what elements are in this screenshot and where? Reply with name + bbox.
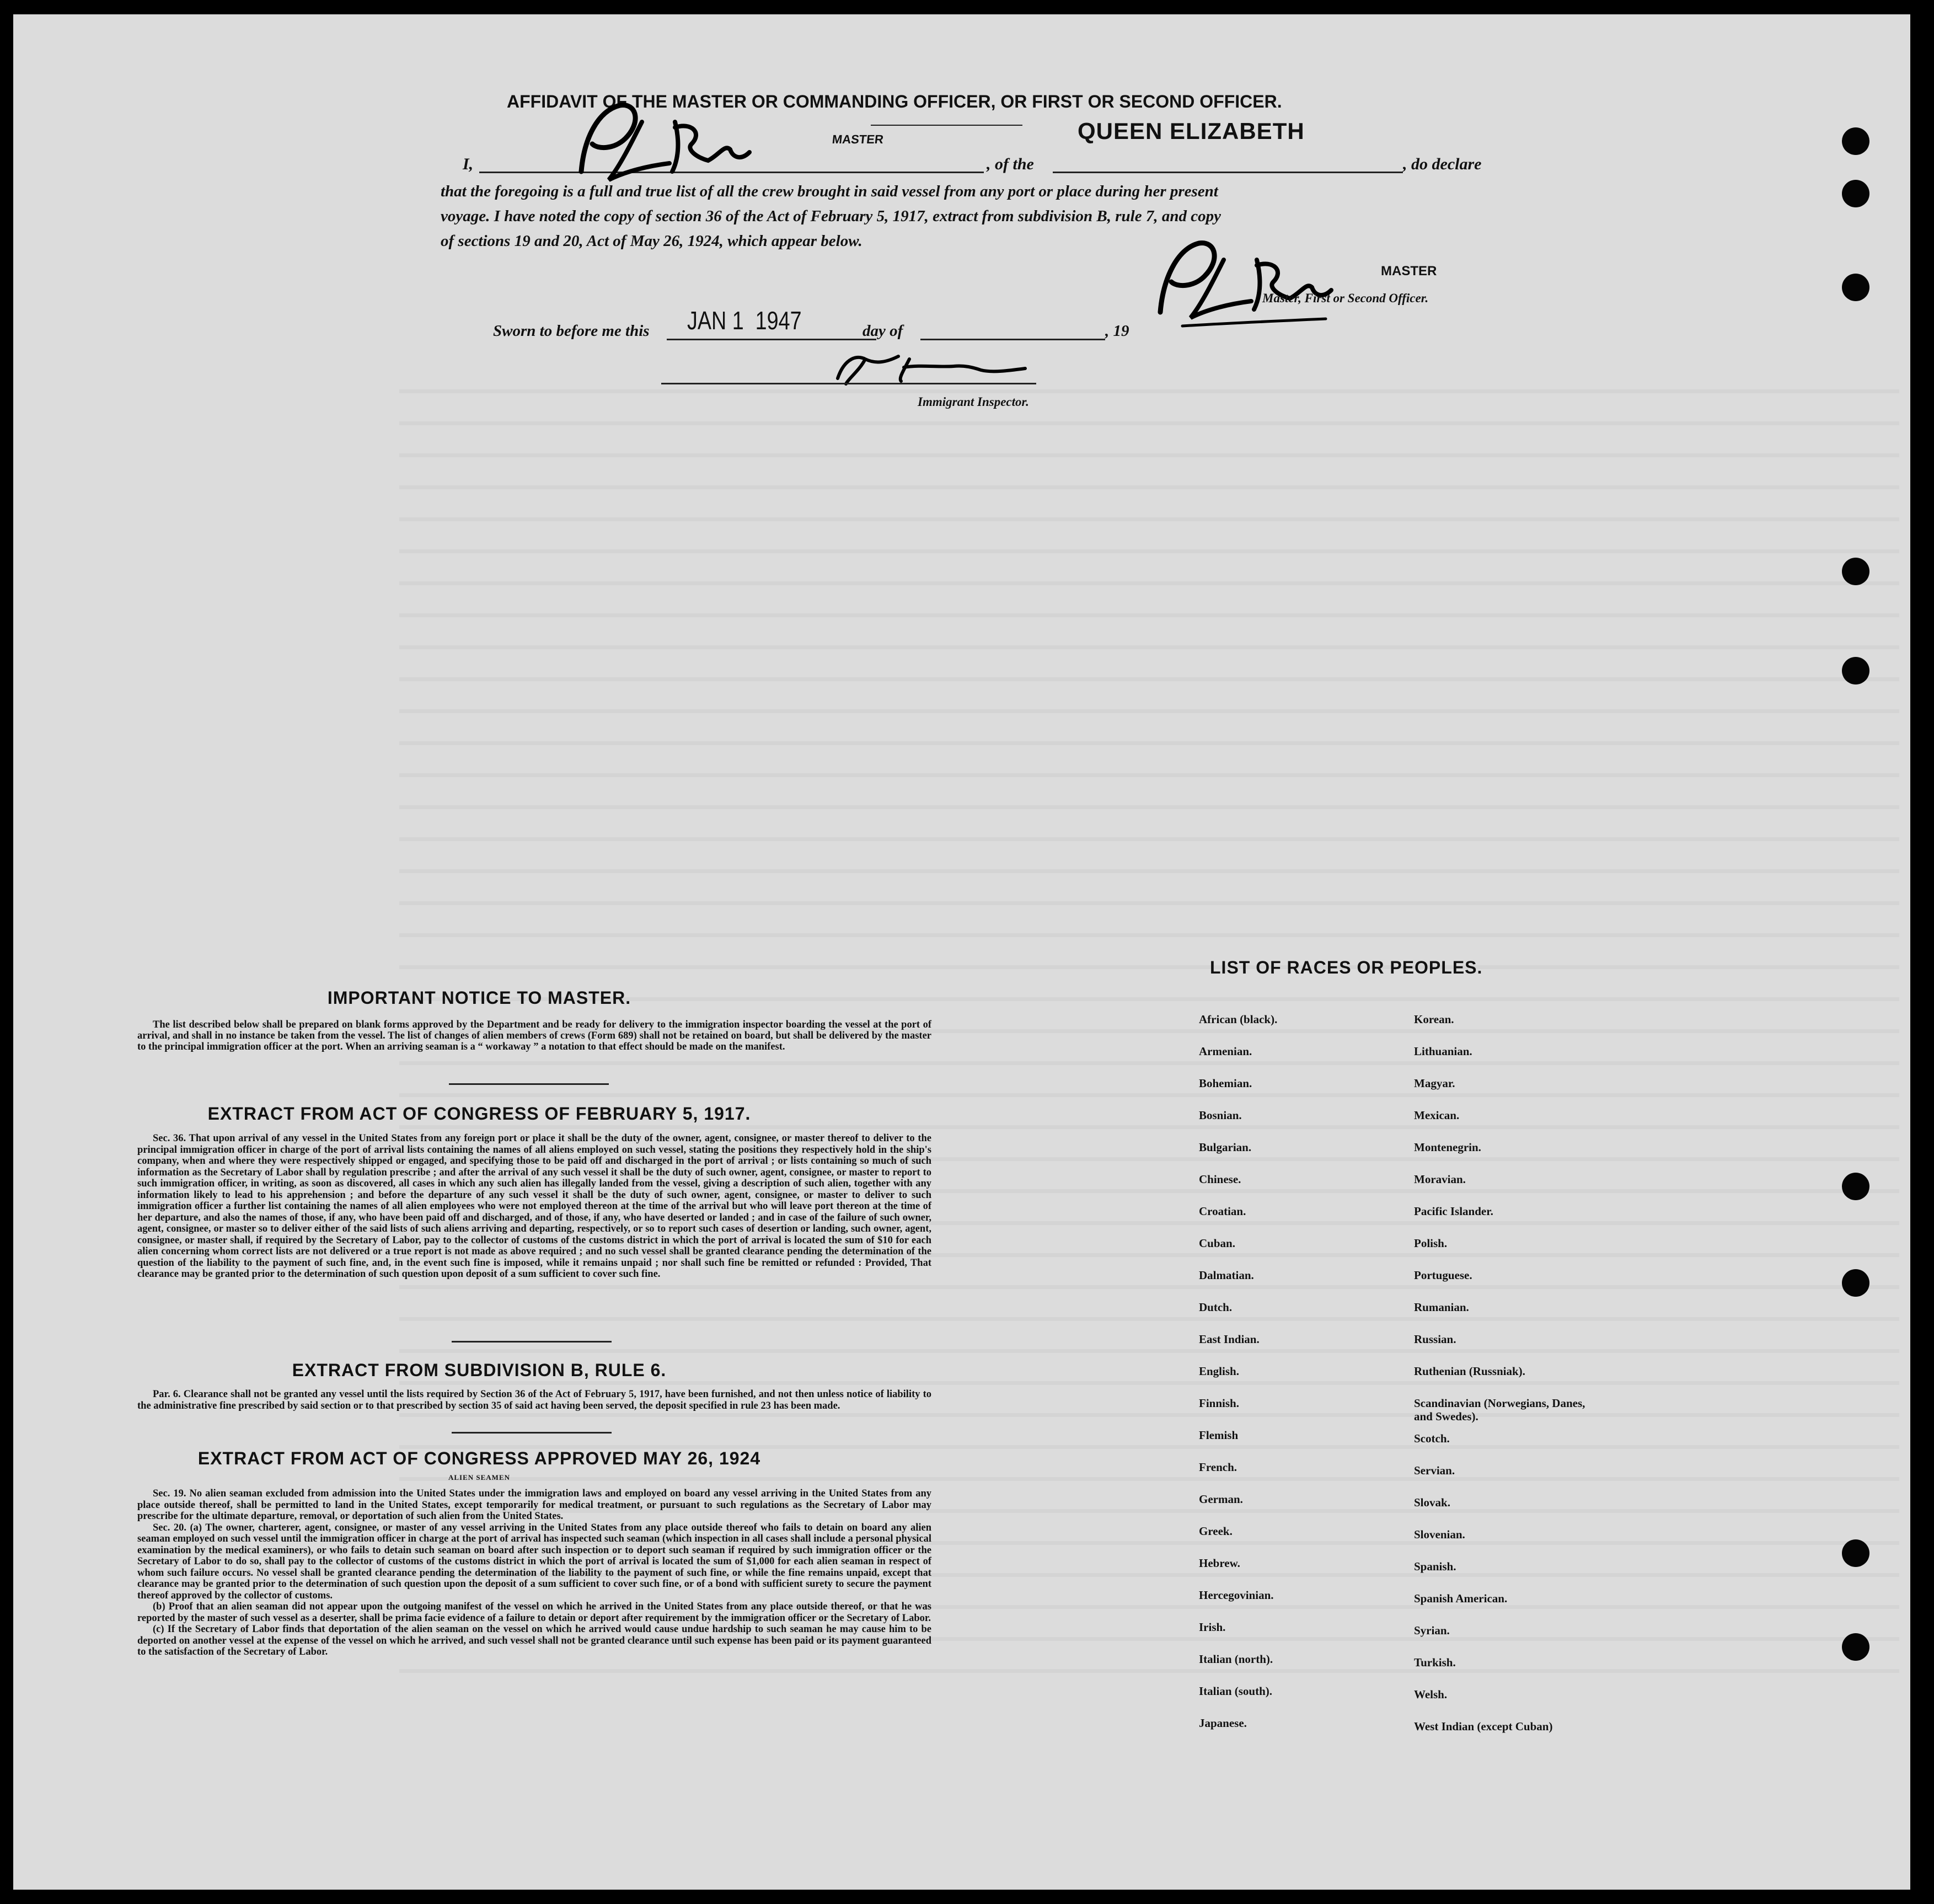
race-item: English. <box>1199 1365 1239 1378</box>
race-item: French. <box>1199 1461 1237 1474</box>
divider <box>452 1341 612 1343</box>
punch-hole <box>1842 657 1869 684</box>
month-line <box>920 339 1105 340</box>
signature-master-stamp: MASTER <box>1381 264 1437 279</box>
race-item: German. <box>1199 1493 1243 1506</box>
race-item: Hebrew. <box>1199 1557 1240 1570</box>
sec-20c-paragraph: (c) If the Secretary of Labor finds that deportation of the alien seaman on the vessel on which he arrived would cause undue hardship to such seaman he may cause him to be deported on another vessel at the expense of the vessel on which he arrived, and such vessel shall not be granted clearance until such expense has been paid or its payment guaranteed to the satisfaction of the Secretary of Labor. <box>137 1624 931 1657</box>
race-item: Lithuanian. <box>1414 1045 1472 1058</box>
race-item: Japanese. <box>1199 1716 1247 1730</box>
race-item: Slovak. <box>1414 1496 1450 1509</box>
race-item: Flemish <box>1199 1429 1239 1442</box>
rule6-text <box>137 1389 931 1411</box>
sworn-label: Sworn to before me this <box>493 322 650 340</box>
punch-hole <box>1842 1539 1869 1567</box>
extract-1917-text <box>137 1133 931 1280</box>
race-item: Scandinavian (Norwegians, Danes, and Swedes). <box>1414 1397 1585 1423</box>
par-6-paragraph: Par. 6. Clearance shall not be granted any vessel until the lists required by Section 36 of the Act of February 5, 1917, have been furnished, and not then unless notice of liability to the administrative fine prescribed by said section or to that prescribed by section 35 of said act having been served, the deposit specified in rule 23 has been made. <box>137 1389 931 1411</box>
race-item: Servian. <box>1414 1464 1455 1477</box>
race-item: Moravian. <box>1414 1173 1466 1186</box>
sworn-date-stamp: JAN 1 1947 <box>687 306 802 335</box>
inspector-caption: Immigrant Inspector. <box>918 395 1029 409</box>
race-item: Welsh. <box>1414 1688 1448 1701</box>
race-item: Italian (south). <box>1199 1684 1273 1698</box>
year-label: , 19 <box>1105 322 1129 340</box>
of-the-label: , of the <box>987 155 1034 173</box>
race-item: Montenegrin. <box>1414 1141 1481 1154</box>
race-item: Chinese. <box>1199 1173 1241 1186</box>
race-item: Mexican. <box>1414 1109 1460 1122</box>
race-item: Italian (north). <box>1199 1652 1273 1666</box>
race-item: West Indian (except Cuban) <box>1414 1720 1553 1733</box>
punch-hole <box>1842 274 1869 301</box>
punch-hole <box>1842 180 1869 207</box>
inspector-line <box>661 383 1036 384</box>
vessel-name: QUEEN ELIZABETH <box>1078 118 1305 144</box>
race-item: Ruthenian (Russniak). <box>1414 1365 1525 1378</box>
extract-1924-title: EXTRACT FROM ACT OF CONGRESS APPROVED MAY 26, 1924 <box>197 1448 761 1468</box>
race-item: Irish. <box>1199 1620 1226 1634</box>
race-item: Finnish. <box>1199 1397 1239 1410</box>
vessel-name-line <box>1053 172 1403 173</box>
race-item: Korean. <box>1414 1013 1454 1026</box>
section-36-paragraph: Sec. 36. That upon arrival of any vessel in the United States from any foreign port or place it shall be the duty of the owner, agent, consignee, or master thereof to deliver to the principal immigration officer in charge of the port of arrival lists containing the names of all aliens employed on such vessel, stating the positions they respectively hold in the ship's company, when and where they were respectively shipped or engaged, and specifying those to be paid off and discharged in the port of arrival ; or lists containing so much of such information as the Secretary of Labor shall by regulation prescribe ; and after the arrival of any such vessel it shall be the duty of such owner, agent, consignee, or master to report to such immigration officer, in writing, as soon as discovered, all cases in which any such alien has illegally landed from the vessel, giving a description of such alien, together with any information likely to lead to his apprehension ; and before the departure of any such vessel it shall be the duty of such owner, agent, consignee, or master to deliver to such immigration officer a further list containing the names of all alien employees who were not employed thereon at the time of the arrival but who will leave port thereon at the time of her departure, and also the names of those, if any, who have been paid off and discharged, and of those, if any, who have deserted or landed ; and in case of the failure of such owner, agent, consignee, or master so to deliver either of the said lists of such aliens arriving and departing, respectively, or so to report such cases of desertion or landing, such owner, agent, consignee, or master shall, if required by the Secretary of Labor, pay to the collector of customs of the customs district in which the port of arrival is located the sum of $10 for each alien concerning whom correct lists are not delivered or a true report is not made as above required ; and no such vessel shall be granted clearance pending the determination of the question of the liability to the payment of such fine, and, in the event such fine is imposed, while it remains unpaid ; nor shall such fine be remitted or refunded : Provided, That clearance may be granted prior to the determination of such question upon deposit of a sum sufficient to cover such fine. <box>137 1133 931 1280</box>
notice-title: IMPORTANT NOTICE TO MASTER. <box>327 988 631 1008</box>
sworn-date-line <box>667 339 876 340</box>
race-item: Polish. <box>1414 1237 1448 1250</box>
sec-20b-paragraph: (b) Proof that an alien seaman did not appear upon the outgoing manifest of the vessel on which he arrived in the United States from any place outside thereof, or that he was reported by the master of such vessel as a deserter, shall be prima facie evidence of a failure to detain or deport after requirement by the immigration officer or the Secretary of Labor. <box>137 1601 931 1624</box>
affidavit-body-line3: of sections 19 and 20, Act of May 26, 1924, which appear below. <box>441 232 862 250</box>
punch-hole <box>1842 1633 1869 1661</box>
master-stamp: MASTER <box>831 132 885 146</box>
affidavit-body-line1: that the foregoing is a full and true list of all the crew brought in said vessel from any port or place during her present <box>441 183 1218 200</box>
race-item: Cuban. <box>1199 1237 1235 1250</box>
affidavit-heading: AFFIDAVIT OF THE MASTER OR COMMANDING OFFICER, OR FIRST OR SECOND OFFICER. <box>507 92 1282 111</box>
master-title-line <box>871 125 1022 126</box>
extract-1924-subtitle: ALIEN SEAMEN <box>448 1473 511 1482</box>
race-item: Russian. <box>1414 1333 1456 1346</box>
do-declare-label: , do declare <box>1403 155 1482 173</box>
day-of-label: day of <box>862 322 903 340</box>
race-item: Dutch. <box>1199 1301 1233 1314</box>
document-page <box>13 14 1910 1890</box>
sec-19-paragraph: Sec. 19. No alien seaman excluded from admission into the United States under the immigration laws and employed on board any vessel arriving in the United States from any place outside thereof, shall be permitted to land in the United States, except temporarily for medical treatment, or pursuant to such regulations as the Secretary of Labor may prescribe for the ultimate departure, removal, or deportation of such alien from the United States. <box>137 1488 931 1522</box>
notice-paragraph: The list described below shall be prepared on blank forms approved by the Department and be ready for delivery to the immigration inspector boarding the vessel at the port of arrival, and shall in no instance be taken from the vessel. The list of changes of alien members of crews (Form 689) shall not be retained on board, but shall be delivered by the master to the principal immigration officer at the port. When an arriving seaman is a “ workaway ” a notation to that effect should be made on the manifest. <box>137 1019 931 1052</box>
affidavit-body-line2: voyage. I have noted the copy of section 36 of the Act of February 5, 1917, extract from subdivision B, rule 7, and copy <box>441 207 1221 225</box>
race-item: Bohemian. <box>1199 1077 1252 1090</box>
race-item: Croatian. <box>1199 1205 1246 1218</box>
divider <box>449 1083 609 1085</box>
race-item: Hercegovinian. <box>1199 1589 1274 1602</box>
divider <box>452 1432 612 1434</box>
race-item: Spanish American. <box>1414 1592 1508 1605</box>
punch-hole <box>1842 1173 1869 1200</box>
race-item: African (black). <box>1199 1013 1278 1026</box>
extract-1917-title: EXTRACT FROM ACT OF CONGRESS OF FEBRUARY 5, 1917. <box>207 1104 751 1124</box>
race-item: Pacific Islander. <box>1414 1205 1493 1218</box>
race-item: Rumanian. <box>1414 1301 1469 1314</box>
race-item: Dalmatian. <box>1199 1269 1254 1282</box>
races-title: LIST OF RACES OR PEOPLES. <box>1210 958 1483 977</box>
race-item: Spanish. <box>1414 1560 1456 1573</box>
affidavit-i-label: I, <box>463 155 474 173</box>
race-item: Syrian. <box>1414 1624 1450 1637</box>
race-item: Magyar. <box>1414 1077 1455 1090</box>
race-item: Portuguese. <box>1414 1269 1472 1282</box>
punch-hole <box>1842 127 1869 155</box>
race-item: East Indian. <box>1199 1333 1260 1346</box>
race-item: Bosnian. <box>1199 1109 1242 1122</box>
rule6-title: EXTRACT FROM SUBDIVISION B, RULE 6. <box>292 1360 667 1380</box>
sec-20a-paragraph: Sec. 20. (a) The owner, charterer, agent, consignee, or master of any vessel arriving in the United States from any place outside thereof who fails to detain on board any alien seaman employed on such vessel until the immigration officer in charge at the port of arrival has inspected such seaman (which inspection in all cases shall include a personal physical examination by the medical examiners), or who fails to detain such seaman on board after such inspection or to deport such seaman if required by such immigration officer or the Secretary of Labor to do so, shall pay to the collector of customs of the customs district in which the port of arrival is located the sum of $1,000 for each alien seaman in respect of whom such failure occurs. No vessel shall be granted clearance pending the determination of the liability to the payment of such fine, or while the fine remains unpaid, except that clearance may be granted prior to the determination of such question upon the deposit of a sum sufficient to cover such fine, or of a bond with sufficient surety to secure the payment thereof approved by the collector of customs. <box>137 1522 931 1601</box>
race-item: Slovenian. <box>1414 1528 1465 1541</box>
extract-1924-text <box>137 1488 931 1658</box>
race-item: Bulgarian. <box>1199 1141 1252 1154</box>
race-item: Greek. <box>1199 1525 1233 1538</box>
race-item: Armenian. <box>1199 1045 1252 1058</box>
master-signature-upper <box>559 89 763 194</box>
signature-caption: Master, First or Second Officer. <box>1262 291 1429 305</box>
punch-hole <box>1842 558 1869 585</box>
notice-text <box>137 1019 931 1052</box>
punch-hole <box>1842 1269 1869 1297</box>
race-item: Scotch. <box>1414 1432 1450 1445</box>
race-item: Turkish. <box>1414 1656 1456 1669</box>
master-signature <box>1144 218 1353 334</box>
